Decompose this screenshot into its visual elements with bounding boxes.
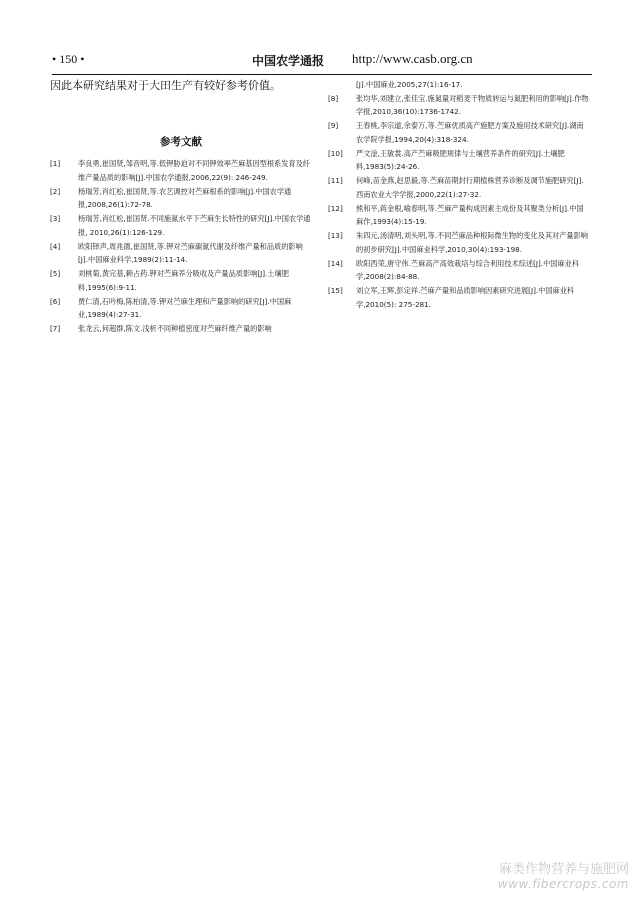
right-column xyxy=(328,78,590,312)
watermark-url: www.fibercrops.com xyxy=(497,877,629,891)
page-number: • 150 • xyxy=(52,52,85,66)
page-header xyxy=(52,52,592,72)
reference-text: 张均华,刘建立,张佳宝.施氮量对稻麦干物质转运与氮肥利用的影响[J].作物学报,2010,36(10):1736-1742. xyxy=(356,93,589,116)
references-title: 参考文献 xyxy=(160,136,202,148)
reference-number: [9] xyxy=(328,121,339,130)
reference-item xyxy=(328,202,590,229)
reference-item xyxy=(50,295,312,322)
reference-number: [2] xyxy=(50,186,61,196)
reference-number: [15] xyxy=(328,286,343,295)
reference-text: 刘桃菊,黄完基,赖占药.钾对苎麻养分吸收及产量品质影响[J].土壤肥料,1995(6):9-11. xyxy=(78,269,289,292)
reference-item xyxy=(328,174,590,201)
reference-item xyxy=(50,267,312,294)
header-rule xyxy=(52,74,592,75)
reference-number: [6] xyxy=(50,296,61,306)
reference-item xyxy=(50,157,312,184)
reference-item xyxy=(328,257,590,284)
reference-number: [3] xyxy=(50,214,61,223)
reference-text: 王春桃,李宗道,余泰万,等.苎麻优质高产施肥方案及施用技术研究[J].湖南农学院学报,1994,20(4):318-324. xyxy=(356,121,584,144)
reference-number: [12] xyxy=(328,203,343,213)
reference-item xyxy=(328,229,590,256)
reference-text: 李良勇,崔国贤,邹音明,等.低钾胁迫对不同钾效率苎麻基因型根系发育及纤维产量品质的影响[J].中国农学通报,2006,22(9): 246-249. xyxy=(78,159,310,182)
reference-text: 严文淦,王敏裳.高产苎麻吸肥规律与土壤营养条件的研究[J].土壤肥料,1983(5):24-26. xyxy=(356,148,565,171)
reference-number: [8] xyxy=(328,93,339,103)
reference-number: [14] xyxy=(328,258,343,268)
reference-item xyxy=(328,147,590,174)
reference-text: 欧阳西荣,唐守伟.苎麻高产高效栽培与综合利用技术综述[J].中国麻业科学,2008(2):84-88. xyxy=(356,258,580,281)
reference-number: [10] xyxy=(328,148,343,158)
reference-number: [4] xyxy=(50,241,61,251)
reference-number: [1] xyxy=(50,159,61,168)
reference-text: 张龙云,何超群,陈文.浅析不同种植密度对苎麻纤维产量的影响 xyxy=(78,324,272,333)
reference-text: 杨瑞芳,肖红松,崔国贤,等.农艺调控对苎麻根系的影响[J].中国农学通报,2008,26(1):72-78. xyxy=(78,186,292,209)
reference-text: 何峰,苗金燕,赵思毅,等.苎麻苗期封行期植株营养诊断及调节施肥研究[J].西南农业大学学报,2000,22(1):27-32. xyxy=(356,176,584,199)
reference-number: [11] xyxy=(328,176,343,185)
reference-text: 刘立军,王辉,彭定祥.苎麻产量和品质影响因素研究进展[J].中国麻业科学,2010(5): 275-281. xyxy=(356,286,575,309)
site-watermark xyxy=(498,858,629,891)
reference-text: 贾仁清,石吟梅,陈柏清,等.钾对苎麻生理和产量影响的研究[J].中国麻业,1989(4):27-31. xyxy=(78,296,292,319)
reference-item xyxy=(328,92,590,119)
reference-number: [5] xyxy=(50,269,61,278)
reference-item xyxy=(328,119,590,146)
reference-continuation: [J].中国麻业,2005,27(1):16-17. xyxy=(356,80,463,89)
reference-text: 欧阳铎声,周兆德,崔国贤,等.钾对苎麻碳氮代谢及纤维产量和品质的影响[J].中国麻业科学,1989(2):11-14. xyxy=(78,241,303,264)
journal-name: 中国农学通报 xyxy=(252,54,325,68)
reference-item xyxy=(50,185,312,212)
reference-item xyxy=(50,212,312,239)
left-column xyxy=(50,78,312,336)
reference-item xyxy=(50,240,312,267)
reference-text: 杨瑞芳,肖红松,崔国贤.不同施氮水平下苎麻生长特性的研究[J].中国农学通报, 2010,26(1):126-129. xyxy=(78,214,311,237)
reference-text: 熊和平,蒋金根,喻春明,等.苎麻产量构成因素主成份及其聚类分析[J].中国麻作,1993(4):15-19. xyxy=(356,203,584,226)
journal-url: http://www.casb.org.cn xyxy=(352,51,473,66)
reference-number: [7] xyxy=(50,324,61,333)
reference-number: [13] xyxy=(328,231,343,240)
reference-text: 朱四元,汤清明,刘头明,等.不同苎麻品种根际微生物的变化及其对产量影响的初步研究[J].中国麻业科学,2010,30(4):193-198. xyxy=(356,231,588,254)
reference-item xyxy=(50,322,312,336)
watermark-site-name: 麻类作物营养与施肥网 xyxy=(498,862,629,877)
intro-text: 因此本研究结果对于大田生产有较好参考价值。 xyxy=(50,79,281,92)
reference-item xyxy=(328,284,590,311)
